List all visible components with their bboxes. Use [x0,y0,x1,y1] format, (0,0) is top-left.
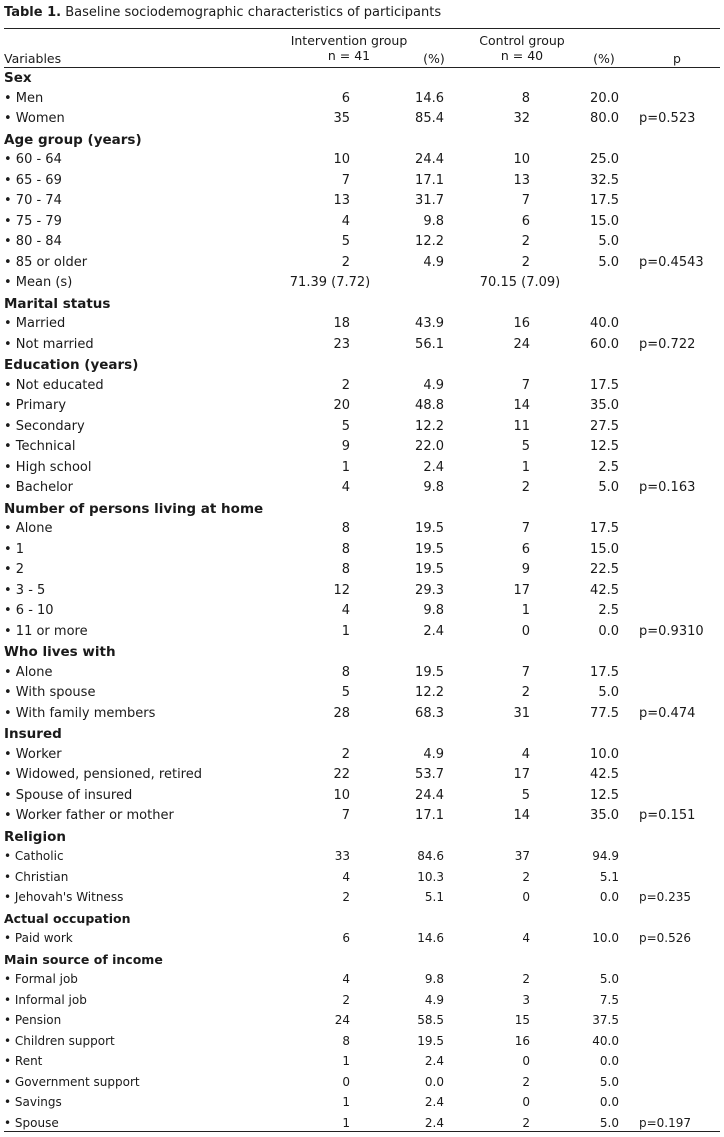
row-label: • 75 - 79 [4,213,62,229]
table-row [4,683,720,704]
intervention-count: 4 [341,603,350,618]
table-row [4,1093,720,1114]
intervention-count: 1 [342,1095,350,1109]
intervention-count: 22 [333,767,350,782]
table-row [4,437,720,458]
intervention-mean: 71.39 (7.72) [289,275,371,290]
control-count: 16 [513,316,530,331]
row-label: • 6 - 10 [4,603,54,618]
category-row [4,909,720,930]
header-control-n: n = 40 [500,48,544,63]
intervention-percent: 14.6 [417,931,444,945]
table-row [4,765,720,786]
intervention-percent: 4.9 [423,377,444,393]
row-label: • 65 - 69 [4,172,62,188]
table-row [4,89,720,110]
control-count: 14 [513,808,530,823]
table-row [4,150,720,171]
control-percent: 0.0 [599,1054,619,1068]
table-row [4,1052,720,1073]
header-pct-intervention: (%) [423,51,445,66]
row-label: • Bachelor [4,480,73,495]
row-label: • 80 - 84 [4,234,62,249]
table-row [4,335,720,356]
row-label: • Alone [4,521,53,536]
header-control-title: Control group [479,33,565,48]
table-row [4,1032,720,1053]
table-row [4,806,720,827]
row-label: • Jehovah's Witness [4,890,124,904]
control-percent: 20.0 [590,90,619,106]
intervention-count: 10 [333,787,350,803]
intervention-percent: 24.4 [415,787,444,803]
control-percent: 17.5 [590,193,619,208]
table-row [4,560,720,581]
table-number: Table 1. [4,5,62,20]
control-count: 0 [522,1054,530,1068]
table-row [4,273,720,294]
control-count: 4 [522,931,530,945]
intervention-percent: 17.1 [415,808,444,823]
control-count: 5 [521,439,530,454]
control-percent: 5.0 [599,1074,619,1089]
intervention-count: 7 [341,808,350,823]
intervention-percent: 19.5 [415,562,444,577]
table-row [4,786,720,807]
row-label: • 11 or more [4,623,88,639]
header-pct-control: (%) [593,51,615,66]
p-value: p=0.235 [639,890,692,904]
control-count: 31 [513,705,530,721]
intervention-percent: 2.4 [423,459,444,475]
intervention-percent: 22.0 [415,439,444,454]
intervention-count: 13 [333,193,350,208]
category-label: Number of persons living at home [4,500,264,517]
intervention-count: 4 [342,972,350,986]
control-count: 2 [521,685,530,700]
table-row [4,314,720,335]
table-row [4,171,720,192]
table-row [4,458,720,479]
intervention-count: 2 [341,746,350,762]
table-row [4,622,720,643]
p-value: p=0.9310 [639,623,704,639]
control-percent: 10.0 [592,931,619,945]
intervention-percent: 4.9 [424,992,444,1007]
control-count: 4 [521,746,530,762]
row-label: • Rent [4,1054,43,1068]
intervention-count: 7 [341,172,350,188]
control-count: 1 [521,603,530,618]
intervention-percent: 4.9 [423,254,444,270]
intervention-count: 12 [333,582,350,598]
intervention-count: 8 [341,541,350,557]
control-percent: 0.0 [599,1095,619,1109]
table-row [4,478,720,499]
row-label: • 2 [4,562,25,577]
table-caption [4,5,441,20]
row-label: • Men [4,90,44,106]
row-label: • Widowed, pensioned, retired [4,767,202,782]
intervention-percent: 19.5 [415,541,444,557]
control-percent: 42.5 [590,582,619,598]
intervention-count: 1 [342,1054,350,1068]
intervention-count: 1 [341,459,350,475]
table-row [4,888,720,909]
control-count: 17 [513,767,530,782]
row-label: • Technical [4,439,76,454]
intervention-count: 6 [341,90,350,106]
category-label: Who lives with [4,644,116,660]
control-percent: 60.0 [590,336,619,352]
intervention-percent: 0.0 [424,1074,444,1089]
intervention-percent: 48.8 [415,398,444,413]
control-percent: 15.0 [590,213,619,229]
control-count: 37 [514,849,530,863]
intervention-percent: 17.1 [415,172,444,188]
intervention-count: 1 [342,1115,350,1130]
row-label: • Women [4,111,65,126]
table-body [4,68,720,1134]
row-label: • Informal job [4,992,87,1007]
control-count: 2 [521,234,530,249]
row-label: • 85 or older [4,254,88,270]
p-value: p=0.523 [639,111,696,126]
control-count: 8 [521,90,530,106]
table-row [4,663,720,684]
top-rule [4,28,720,29]
table-row [4,581,720,602]
intervention-count: 9 [341,439,350,454]
row-label: • Secondary [4,418,85,434]
intervention-percent: 2.4 [424,1095,444,1109]
table-row [4,417,720,438]
p-value: p=0.722 [639,336,696,352]
category-row [4,68,720,89]
control-percent: 5.0 [598,234,619,249]
control-percent: 5.0 [599,1115,619,1130]
table-row [4,1073,720,1094]
control-count: 0 [522,890,530,904]
control-percent: 27.5 [590,418,619,434]
control-count: 13 [513,172,530,188]
table-header [4,32,720,66]
control-percent: 12.5 [590,439,619,454]
intervention-count: 2 [341,377,350,393]
category-label: Sex [4,70,32,86]
control-count: 6 [521,213,530,229]
row-label: • 1 [4,541,25,557]
header-p-value: p [673,51,681,66]
intervention-count: 4 [341,213,350,229]
row-label: • Spouse [4,1115,59,1130]
intervention-percent: 85.4 [415,111,444,126]
control-percent: 40.0 [590,316,619,331]
intervention-count: 33 [334,849,350,863]
control-percent: 5.0 [598,685,619,700]
intervention-percent: 12.2 [415,234,444,249]
intervention-count: 24 [334,1013,350,1027]
intervention-count: 35 [333,111,350,126]
control-count: 32 [513,111,530,126]
table-row [4,1011,720,1032]
control-count: 2 [522,972,530,986]
control-percent: 25.0 [590,152,619,167]
control-count: 2 [521,480,530,495]
intervention-percent: 56.1 [415,336,444,352]
category-row [4,294,720,315]
intervention-percent: 9.8 [423,213,444,229]
category-label: Insured [4,726,62,742]
row-label: • Worker [4,746,62,762]
control-count: 11 [513,418,530,434]
table-row [4,519,720,540]
header-variables: Variables [4,51,62,66]
table-row [4,396,720,417]
row-label: • Alone [4,664,53,680]
control-percent: 32.5 [590,172,619,188]
intervention-percent: 29.3 [415,582,444,598]
intervention-percent: 2.4 [424,1115,444,1130]
control-count: 2 [522,1115,530,1130]
row-label: • Married [4,316,66,331]
intervention-count: 20 [333,398,350,413]
table-row [4,232,720,253]
intervention-count: 8 [342,1033,350,1048]
table-row [4,991,720,1012]
row-label: • High school [4,459,92,475]
p-value: p=0.474 [639,705,696,721]
row-label: • Spouse of insured [4,787,133,803]
control-percent: 94.9 [592,849,619,863]
control-percent: 5.0 [598,254,619,270]
intervention-count: 4 [341,480,350,495]
control-count: 5 [521,787,530,803]
intervention-count: 0 [342,1074,350,1089]
intervention-percent: 43.9 [415,316,444,331]
intervention-percent: 31.7 [415,193,444,208]
control-count: 16 [514,1033,530,1048]
row-label: • Worker father or mother [4,808,174,823]
row-label: • Catholic [4,849,64,863]
control-percent: 2.5 [598,459,619,475]
table-row [4,704,720,725]
control-percent: 17.5 [590,521,619,536]
category-row [4,642,720,663]
control-count: 7 [521,377,530,393]
row-label: • Government support [4,1074,140,1089]
row-label: • Christian [4,869,69,884]
intervention-count: 5 [341,234,350,249]
row-label: • Children support [4,1033,115,1048]
row-label: • 70 - 74 [4,193,62,208]
intervention-count: 28 [333,705,350,721]
row-label: • Mean (s) [4,275,73,290]
control-percent: 17.5 [590,664,619,680]
control-count: 2 [522,1074,530,1089]
row-label: • Not married [4,336,94,352]
table-row [4,376,720,397]
p-value: p=0.4543 [639,254,704,270]
intervention-percent: 9.8 [424,972,444,986]
control-count: 9 [521,562,530,577]
table-row [4,868,720,889]
control-count: 15 [514,1013,530,1027]
intervention-percent: 68.3 [415,705,444,721]
table-row [4,253,720,274]
control-percent: 37.5 [592,1013,619,1027]
intervention-percent: 19.5 [415,521,444,536]
category-row [4,499,720,520]
table-row [4,191,720,212]
table-row [4,929,720,950]
header-intervention [279,33,419,63]
table-row [4,745,720,766]
table-row [4,212,720,233]
control-percent: 22.5 [590,562,619,577]
intervention-count: 5 [341,685,350,700]
intervention-percent: 9.8 [423,603,444,618]
row-label: • Primary [4,398,67,413]
header-intervention-title: Intervention group [290,33,408,48]
intervention-count: 23 [333,336,350,352]
control-percent: 40.0 [592,1033,619,1048]
row-label: • 3 - 5 [4,582,46,598]
table-row [4,847,720,868]
row-label: • With family members [4,705,156,721]
control-count: 14 [513,398,530,413]
intervention-count: 8 [341,521,350,536]
control-count: 3 [522,992,530,1007]
intervention-count: 2 [342,890,350,904]
p-value: p=0.197 [639,1115,692,1130]
row-label: • Paid work [4,931,73,945]
control-percent: 35.0 [590,808,619,823]
control-percent: 10.0 [590,746,619,762]
category-label: Actual occupation [4,910,131,926]
intervention-count: 2 [342,992,350,1007]
table-row [4,601,720,622]
category-label: Age group (years) [4,131,142,148]
category-row [4,355,720,376]
intervention-percent: 24.4 [415,152,444,167]
intervention-percent: 19.5 [417,1033,444,1048]
control-percent: 0.0 [599,890,619,904]
control-percent: 15.0 [590,541,619,557]
table-row [4,109,720,130]
control-count: 2 [522,869,530,884]
intervention-count: 5 [341,418,350,434]
row-label: • 60 - 64 [4,152,62,167]
table-row [4,540,720,561]
intervention-count: 18 [333,316,350,331]
control-count: 6 [521,541,530,557]
category-label: Education (years) [4,357,139,373]
control-percent: 35.0 [590,398,619,413]
intervention-percent: 12.2 [415,418,444,434]
intervention-percent: 12.2 [415,685,444,700]
control-count: 7 [521,664,530,680]
p-value: p=0.151 [639,808,696,823]
category-row [4,950,720,971]
intervention-percent: 14.6 [415,90,444,106]
intervention-count: 10 [333,152,350,167]
intervention-percent: 2.4 [424,1054,444,1068]
control-count: 7 [521,521,530,536]
intervention-percent: 58.5 [417,1013,444,1027]
control-count: 7 [521,193,530,208]
control-percent: 80.0 [590,111,619,126]
control-percent: 2.5 [598,603,619,618]
category-row [4,724,720,745]
control-percent: 42.5 [590,767,619,782]
category-label: Main source of income [4,951,163,967]
control-percent: 0.0 [598,623,619,639]
control-percent: 7.5 [599,992,619,1007]
intervention-count: 8 [341,562,350,577]
intervention-count: 1 [341,623,350,639]
control-percent: 12.5 [590,787,619,803]
category-row [4,827,720,848]
intervention-percent: 84.6 [417,849,444,863]
intervention-percent: 5.1 [424,890,444,904]
control-percent: 77.5 [590,705,619,721]
intervention-count: 6 [342,931,350,945]
intervention-percent: 2.4 [423,623,444,639]
intervention-percent: 19.5 [415,664,444,680]
control-percent: 17.5 [590,377,619,393]
category-label: Marital status [4,295,111,312]
control-percent: 5.0 [598,480,619,495]
row-label: • Savings [4,1095,62,1109]
intervention-count: 8 [341,664,350,680]
intervention-percent: 10.3 [417,869,444,884]
intervention-percent: 4.9 [423,746,444,762]
row-label: • Formal job [4,972,78,986]
header-control [452,33,592,63]
control-percent: 5.1 [599,869,619,884]
control-mean: 70.15 (7.09) [479,275,561,290]
p-value: p=0.163 [639,480,696,495]
control-count: 17 [513,582,530,598]
control-count: 2 [521,254,530,270]
control-count: 24 [513,336,530,352]
bottom-rule [4,1131,720,1132]
p-value: p=0.526 [639,931,692,945]
intervention-count: 2 [341,254,350,270]
category-row [4,130,720,151]
control-count: 1 [521,459,530,475]
intervention-count: 4 [342,869,350,884]
intervention-percent: 9.8 [423,480,444,495]
header-intervention-n: n = 41 [327,48,371,63]
control-count: 10 [513,152,530,167]
row-label: • Pension [4,1013,62,1027]
control-percent: 5.0 [599,972,619,986]
table-title: Baseline sociodemographic characteristics of participants [61,5,442,20]
row-label: • With spouse [4,685,96,700]
row-label: • Not educated [4,377,104,393]
control-count: 0 [522,1095,530,1109]
intervention-percent: 53.7 [415,767,444,782]
table-row [4,970,720,991]
category-label: Religion [4,828,66,845]
control-count: 0 [521,623,530,639]
